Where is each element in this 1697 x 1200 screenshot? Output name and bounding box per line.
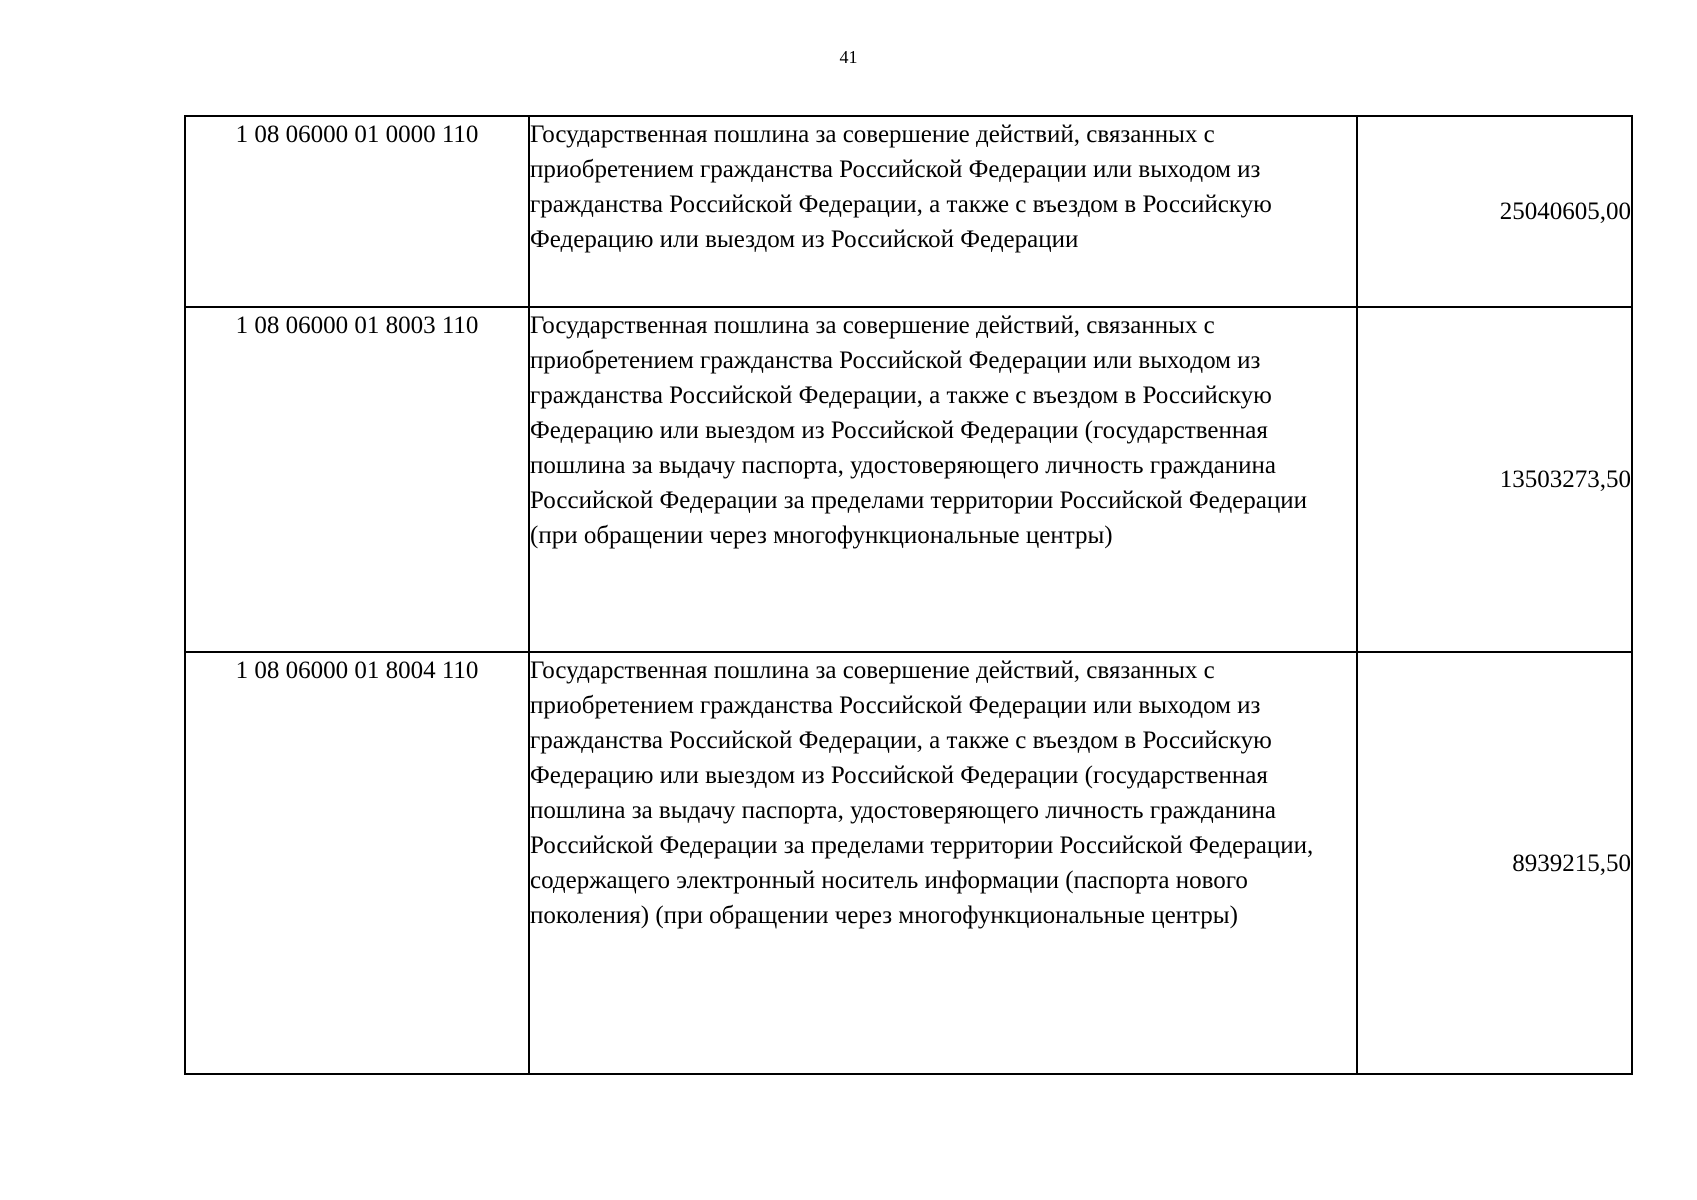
table-row bbox=[185, 307, 1632, 652]
revenue-code-cell: 1 08 06000 01 0000 110 bbox=[185, 116, 529, 307]
revenue-code-cell: 1 08 06000 01 8004 110 bbox=[185, 652, 529, 1074]
revenue-amount-cell: 25040605,00 bbox=[1357, 116, 1632, 307]
revenue-name-cell: Государственная пошлина за совершение действий, связанных с приобретением гражданства Российской Федерации или выходом из гражданства Российской Федерации, а также с въездом в Российскую Федерацию или выездом из Российской Федерации (государственная пошлина за выдачу паспорта, удостоверяющего личность гражданина Российской Федерации за пределами территории Российской Федерации, содержащего электронный носитель информации (паспорта нового поколения) (при обращении через многофункциональные центры) bbox=[529, 652, 1357, 1074]
page-number: 41 bbox=[839, 47, 858, 67]
revenue-amount-cell: 8939215,50 bbox=[1357, 652, 1632, 1074]
table-row bbox=[185, 116, 1632, 307]
revenue-code-cell: 1 08 06000 01 8003 110 bbox=[185, 307, 529, 652]
revenue-name-cell: Государственная пошлина за совершение действий, связанных с приобретением гражданства Российской Федерации или выходом из гражданства Российской Федерации, а также с въездом в Российскую Федерацию или выездом из Российской Федерации (государственная пошлина за выдачу паспорта, удостоверяющего личность гражданина Российской Федерации за пределами территории Российской Федерации (при обращении через многофункциональные центры) bbox=[529, 307, 1357, 652]
table-row bbox=[185, 652, 1632, 1074]
revenue-name-cell: Государственная пошлина за совершение действий, связанных с приобретением гражданства Российской Федерации или выходом из гражданства Российской Федерации, а также с въездом в Российскую Федерацию или выездом из Российской Федерации bbox=[529, 116, 1357, 307]
revenue-amount-cell: 13503273,50 bbox=[1357, 307, 1632, 652]
revenue-table bbox=[184, 115, 1633, 1075]
